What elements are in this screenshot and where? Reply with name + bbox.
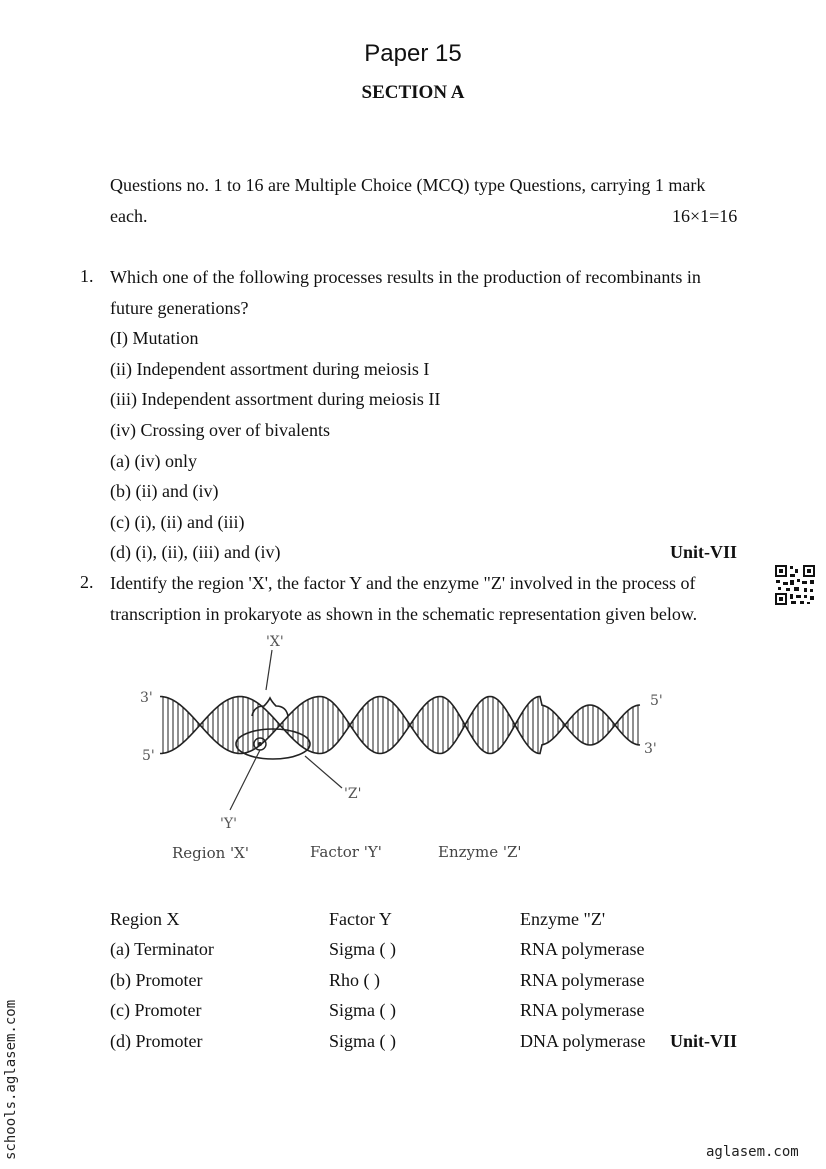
label-left-top: 3' [140, 690, 153, 706]
q1-stem-line-1: Which one of the following processes results in the production of recombinants in [110, 267, 701, 287]
label-right-top: 5' [650, 693, 663, 709]
table-cell: Sigma ( ) [329, 1031, 396, 1051]
paper-title: Paper 15 [364, 40, 462, 67]
table-cell: DNA polymerase [520, 1031, 646, 1051]
footer-watermark: aglasem.com [706, 1144, 799, 1160]
label-left-bottom: 5' [142, 748, 155, 764]
q2-stem-line-1: Identify the region 'X', the factor Y and the enzyme "Z' involved in the process of [110, 573, 696, 593]
q1-number: 1. [80, 266, 94, 286]
table-cell: RNA polymerase [520, 939, 645, 959]
label-region-x: 'X' [266, 634, 284, 650]
caption-enzyme-z: Enzyme 'Z' [438, 843, 522, 861]
table-header-factor: Factor Y [329, 909, 392, 929]
instructions-line-2: each. [110, 206, 148, 226]
pointer-factor-y [230, 750, 260, 810]
q1-option-d: (d) (i), (ii), (iii) and (iv) [110, 542, 281, 562]
q2-unit: Unit-VII [670, 1031, 738, 1051]
factor-y-core [258, 742, 262, 746]
table-header-enzyme: Enzyme "Z' [520, 909, 606, 929]
q1-statement: (iv) Crossing over of bivalents [110, 420, 330, 440]
pointer-enzyme-z [305, 756, 342, 788]
instructions-line-1: Questions no. 1 to 16 are Multiple Choice (MCQ) type Questions, carrying 1 mark [110, 175, 706, 195]
table-cell: (c) Promoter [110, 1000, 202, 1020]
q1-stem-line-2: future generations? [110, 298, 249, 318]
instructions-marks: 16×1=16 [672, 206, 738, 226]
table-cell: (a) Terminator [110, 939, 214, 959]
table-cell: Sigma ( ) [329, 939, 396, 959]
table-cell: RNA polymerase [520, 970, 645, 990]
label-right-bottom: 3' [644, 741, 657, 757]
side-watermark: schools.aglasem.com [3, 999, 19, 1160]
table-cell: (b) Promoter [110, 970, 203, 990]
q1-statement: (iii) Independent assortment during meiosis II [110, 389, 441, 409]
q1-unit: Unit-VII [670, 542, 738, 562]
q1-statement: (ii) Independent assortment during meiosis I [110, 359, 430, 379]
pointer-region-x [266, 650, 272, 690]
label-enzyme-z: 'Z' [344, 786, 362, 802]
q1-statement: (I) Mutation [110, 328, 199, 348]
table-cell: Sigma ( ) [329, 1000, 396, 1020]
caption-factor-y: Factor 'Y' [310, 843, 382, 861]
section-heading: SECTION A [361, 82, 465, 103]
table-header-region: Region X [110, 909, 180, 929]
q1-option-a: (a) (iv) only [110, 451, 197, 471]
transcription-diagram [130, 630, 670, 870]
q1-option-c: (c) (i), (ii) and (iii) [110, 512, 245, 532]
table-cell: (d) Promoter [110, 1031, 203, 1051]
table-cell: RNA polymerase [520, 1000, 645, 1020]
table-cell: Rho ( ) [329, 970, 380, 990]
caption-region-x: Region 'X' [172, 844, 249, 862]
qr-code-icon [774, 564, 816, 606]
q1-option-b: (b) (ii) and (iv) [110, 481, 219, 501]
q2-number: 2. [80, 572, 94, 592]
label-factor-y: 'Y' [220, 816, 237, 832]
dna-base-pairs [163, 697, 638, 754]
q2-stem-line-2: transcription in prokaryote as shown in the schematic representation given below. [110, 604, 698, 624]
